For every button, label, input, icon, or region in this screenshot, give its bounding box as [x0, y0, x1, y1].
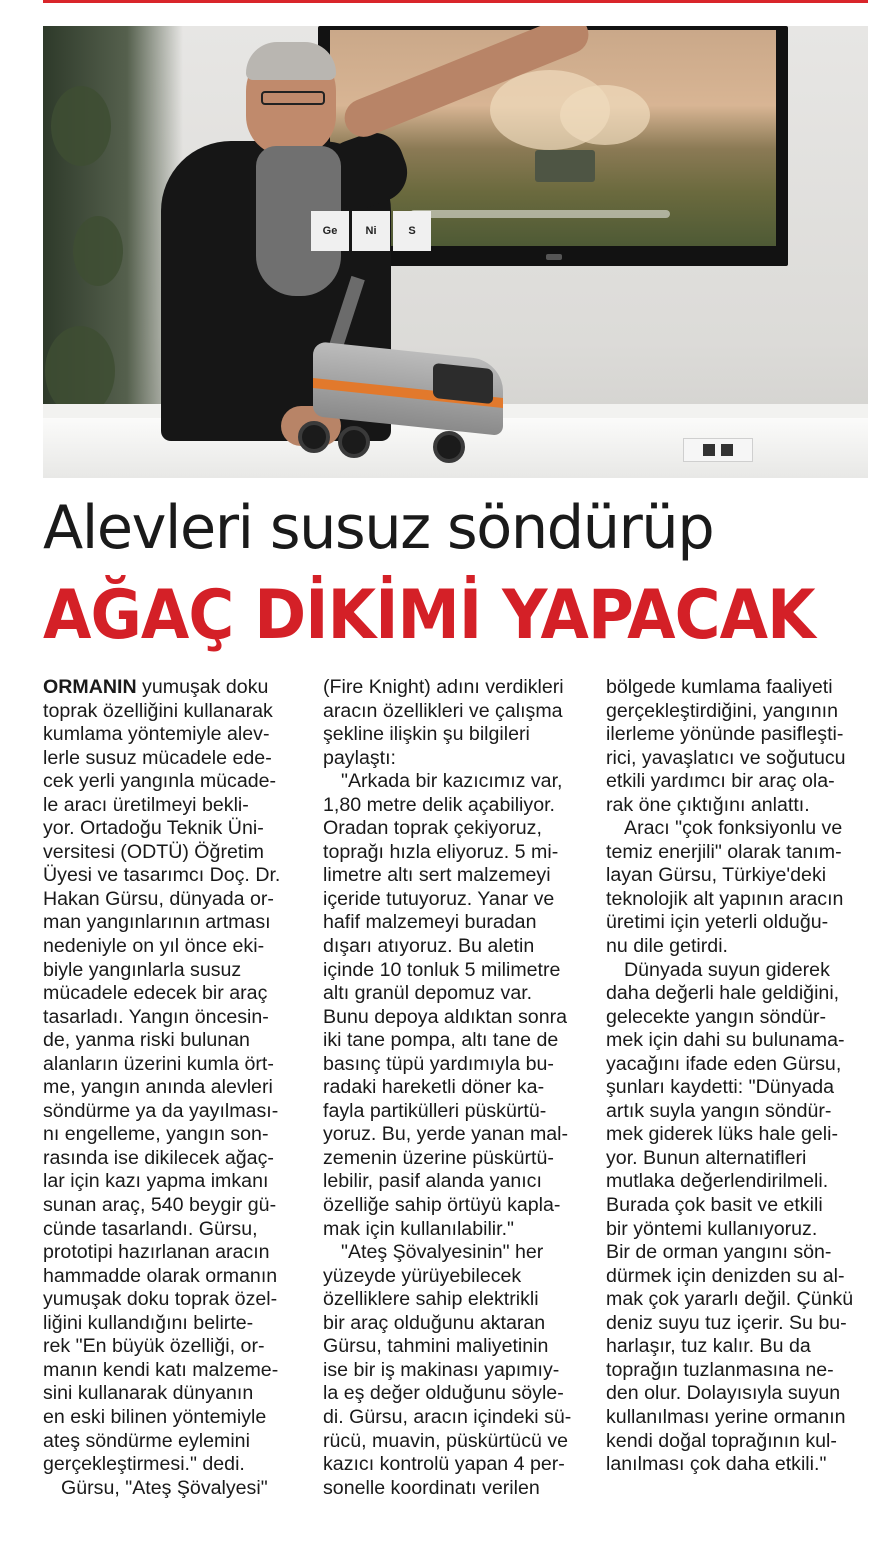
article-column-2 [323, 676, 595, 1500]
text-line: iki tane pompa, altı tane de [323, 1029, 559, 1052]
wall-outlet [683, 438, 753, 462]
text-line: yüzeyde yürüyebilecek [323, 1264, 522, 1287]
text-line: mutlaka değerlendirilmeli. [606, 1170, 829, 1193]
text-line: Hakan Gürsu, dünyada or- [43, 887, 274, 910]
text-line: bir yöntemi kullanıyoruz. [606, 1217, 818, 1240]
text-line: yor. Bunun alternatifleri [606, 1146, 807, 1169]
text-line: yacağını ifade eden Gürsu, [606, 1052, 842, 1075]
text-line: içinde 10 tonluk 5 milimetre [323, 958, 561, 981]
text-line: layan Gürsu, Türkiye'deki [606, 864, 827, 887]
text-line: bölgede kumlama faaliyeti [606, 676, 833, 698]
headline-main: Alevleri susuz söndürüp [43, 493, 714, 563]
text-line: özelliklere sahip elektrikli [323, 1288, 539, 1311]
text-line: lar için kazı yapma imkanı [43, 1170, 269, 1193]
text-line: manın kendi katı malzeme- [43, 1358, 279, 1381]
text-line: paylaştı: [323, 746, 396, 769]
text-line: rak öne çıktığını anlattı. [606, 793, 810, 816]
text-line: cek yerli yangınla mücade- [43, 770, 277, 793]
tv-logo [546, 254, 562, 260]
text-line: liğini kullandığını belirte- [43, 1311, 254, 1334]
text-line: mek için dahi su bulunama- [606, 1029, 845, 1052]
plant-leaf [45, 326, 115, 416]
text-line: mak için kullanılabilir." [323, 1217, 514, 1240]
text-line: mak çok yararlı değil. Çünkü [606, 1288, 854, 1311]
text-line: Bunu depoya aldıktan sonra [323, 1005, 568, 1028]
text-line: "Ateş Şövalyesinin" her [341, 1241, 544, 1264]
text-line: şekline ilişkin şu bilgileri [323, 723, 530, 746]
text-line: üretimi için yeterli olduğu- [606, 911, 829, 934]
text-line: etkili yardımcı bir araç ola- [606, 770, 835, 793]
vehicle-wheel [298, 421, 330, 453]
text-line: ateş söndürme eylemini [43, 1429, 250, 1452]
top-rule [43, 0, 868, 3]
text-line: zemenin üzerine püskürtü- [323, 1146, 554, 1169]
text-line: 1,80 metre delik açabiliyor. [323, 793, 555, 816]
text-line: yumuşak doku toprak özel- [43, 1288, 278, 1311]
text-line: ORMANIN yumuşak doku [43, 676, 269, 698]
text-line: toprağı hızla eliyoruz. 5 mi- [323, 840, 559, 863]
text-line: cünde tasarlandı. Gürsu, [43, 1217, 258, 1240]
text-line: "Arkada bir kazıcımız var, [341, 770, 563, 793]
text-line: kazıcı kontrolü yapan 4 per- [323, 1453, 565, 1476]
text-line: kumlama yöntemiyle alev- [43, 723, 270, 746]
text-line: prototipi hazırlanan aracın [43, 1241, 270, 1264]
text-line: mek giderek lüks hale geli- [606, 1123, 838, 1146]
headline-sub: AĞAÇ DİKİMİ YAPACAK [43, 576, 815, 655]
text-line: gerçekleştirdiğini, yangının [606, 699, 838, 722]
plant-leaf [73, 216, 123, 286]
text-line: di. Gürsu, aracın içindeki sü- [323, 1405, 572, 1428]
text-line: kullanılması yerine ormanın [606, 1405, 846, 1428]
text-line: özelliğe sahip örtüyü kapla- [323, 1194, 561, 1217]
text-line: rücü, muavin, püskürtücü ve [323, 1429, 569, 1452]
text-line: gelecekte yangın söndür- [606, 1005, 827, 1028]
text-line: Üyesi ve tasarımcı Doç. Dr. [43, 864, 281, 887]
text-line: lebilir, pasif alanda yanıcı [323, 1170, 542, 1193]
lead-word: ORMANIN [43, 676, 137, 698]
tv-playback-bar [410, 210, 670, 218]
text-line: me, yangın anında alevleri [43, 1076, 273, 1099]
text-line: man yangınlarının artması [43, 911, 271, 934]
text-line: nu dile getirdi. [606, 935, 728, 958]
text-line: lerle susuz mücadele ede- [43, 746, 272, 769]
text-line: teknolojik alt yapının aracın [606, 887, 844, 910]
text-line: toprağın tuzlanmasına ne- [606, 1358, 834, 1381]
article-photo [43, 26, 868, 478]
text-line: söndürme ya da yayılması- [43, 1099, 279, 1122]
vehicle-wheel [433, 431, 465, 463]
text-line: aracın özellikleri ve çalışma [323, 699, 563, 722]
text-line: tasarladı. Yangın öncesin- [43, 1005, 269, 1028]
plant-leaf [51, 86, 111, 166]
text-line: la eş değer olduğunu söyle- [323, 1382, 564, 1405]
text-line: rasında ise dikilecek ağaç- [43, 1146, 274, 1169]
text-line: mücadele edecek bir araç [43, 982, 268, 1005]
text-line: Aracı "çok fonksiyonlu ve [624, 817, 843, 840]
text-line: sonelle koordinatı verilen [323, 1476, 540, 1499]
shirt-letter: S [393, 211, 431, 251]
text-line: ise bir iş makinası yapımıy- [323, 1358, 560, 1381]
text-line: limetre altı sert malzemeyi [323, 864, 551, 887]
text-line: versitesi (ODTÜ) Öğretim [43, 840, 264, 863]
text-line: le aracı üretilmeyi bekli- [43, 793, 249, 816]
tv-vehicle [535, 150, 595, 182]
shirt-letter: Ge [311, 211, 349, 251]
glasses [261, 91, 325, 105]
text-line: (Fire Knight) adını verdikleri [323, 676, 564, 698]
text-line: en eski bilinen yöntemiyle [43, 1405, 267, 1428]
shirt-letter: Ni [352, 211, 390, 251]
text-line: lanılması çok daha etkili." [606, 1453, 827, 1476]
text-line: Gürsu, "Ateş Şövalyesi" [61, 1476, 268, 1499]
text-line: sini kullanarak dünyanın [43, 1382, 254, 1405]
text-line: biyle yangınlarla susuz [43, 958, 242, 981]
text-line: Bir de orman yangını sön- [606, 1241, 832, 1264]
text-line: gerçekleştirmesi." dedi. [43, 1453, 245, 1476]
vehicle-cab [433, 363, 493, 404]
text-line: ilerleme yönünde pasifleşti- [606, 723, 844, 746]
text-line: hafif malzemeyi buradan [323, 911, 537, 934]
text-line: radaki hareketli döner ka- [323, 1076, 545, 1099]
hair [246, 42, 336, 80]
text-line: şunları kaydetti: "Dünyada [606, 1076, 835, 1099]
text-line: altı granül depomuz var. [323, 982, 533, 1005]
text-line: rici, yavaşlatıcı ve soğutucu [606, 746, 846, 769]
text-line: yor. Ortadoğu Teknik Üni- [43, 817, 264, 840]
text-line: deniz suyu tuz içerir. Su bu- [606, 1311, 847, 1334]
text-line: Burada çok basit ve etkili [606, 1194, 823, 1217]
text-line: Dünyada suyun giderek [624, 958, 830, 981]
text-line: fayla partikülleri püskürtü- [323, 1099, 547, 1122]
text-line: temiz enerjili" olarak tanım- [606, 840, 842, 863]
text-line: Oradan toprak çekiyoruz, [323, 817, 542, 840]
text-line: yoruz. Bu, yerde yanan mal- [323, 1123, 569, 1146]
text-line: sunan araç, 540 beygir gü- [43, 1194, 277, 1217]
text-line: nedeniyle on yıl önce eki- [43, 935, 265, 958]
text-line: basınç tüpü yardımıyla bu- [323, 1052, 554, 1075]
text-line: harlaşır, tuz kalır. Bu da [606, 1335, 811, 1358]
text-line: artık suyla yangın söndür- [606, 1099, 832, 1122]
text-line: içeride tutuyoruz. Yanar ve [323, 887, 555, 910]
text-line: kendi doğal toprağının kul- [606, 1429, 837, 1452]
article-column-3 [606, 676, 881, 1477]
text-line: den olur. Dolayısıyla suyun [606, 1382, 841, 1405]
text-line: dürmek için denizden su al- [606, 1264, 845, 1287]
article-column-1 [43, 676, 319, 1500]
shirt-print [311, 211, 431, 251]
text-line: de, yanma riski bulunan [43, 1029, 250, 1052]
text-line: Gürsu, tahmini maliyetinin [323, 1335, 549, 1358]
text-line: toprak özelliğini kullanarak [43, 699, 273, 722]
vehicle-wheel [338, 426, 370, 458]
text-line: nı engelleme, yangın son- [43, 1123, 269, 1146]
vehicle-model [293, 326, 503, 456]
text-line: daha değerli hale geldiğini, [606, 982, 840, 1005]
text-line: alanların üzerini kumla ört- [43, 1052, 274, 1075]
text-line: bir araç olduğunu aktaran [323, 1311, 546, 1334]
text-line: hammadde olarak ormanın [43, 1264, 278, 1287]
smoke [560, 85, 650, 145]
text-line: dışarı atıyoruz. Bu aletin [323, 935, 535, 958]
text-line: rek "En büyük özelliği, or- [43, 1335, 265, 1358]
